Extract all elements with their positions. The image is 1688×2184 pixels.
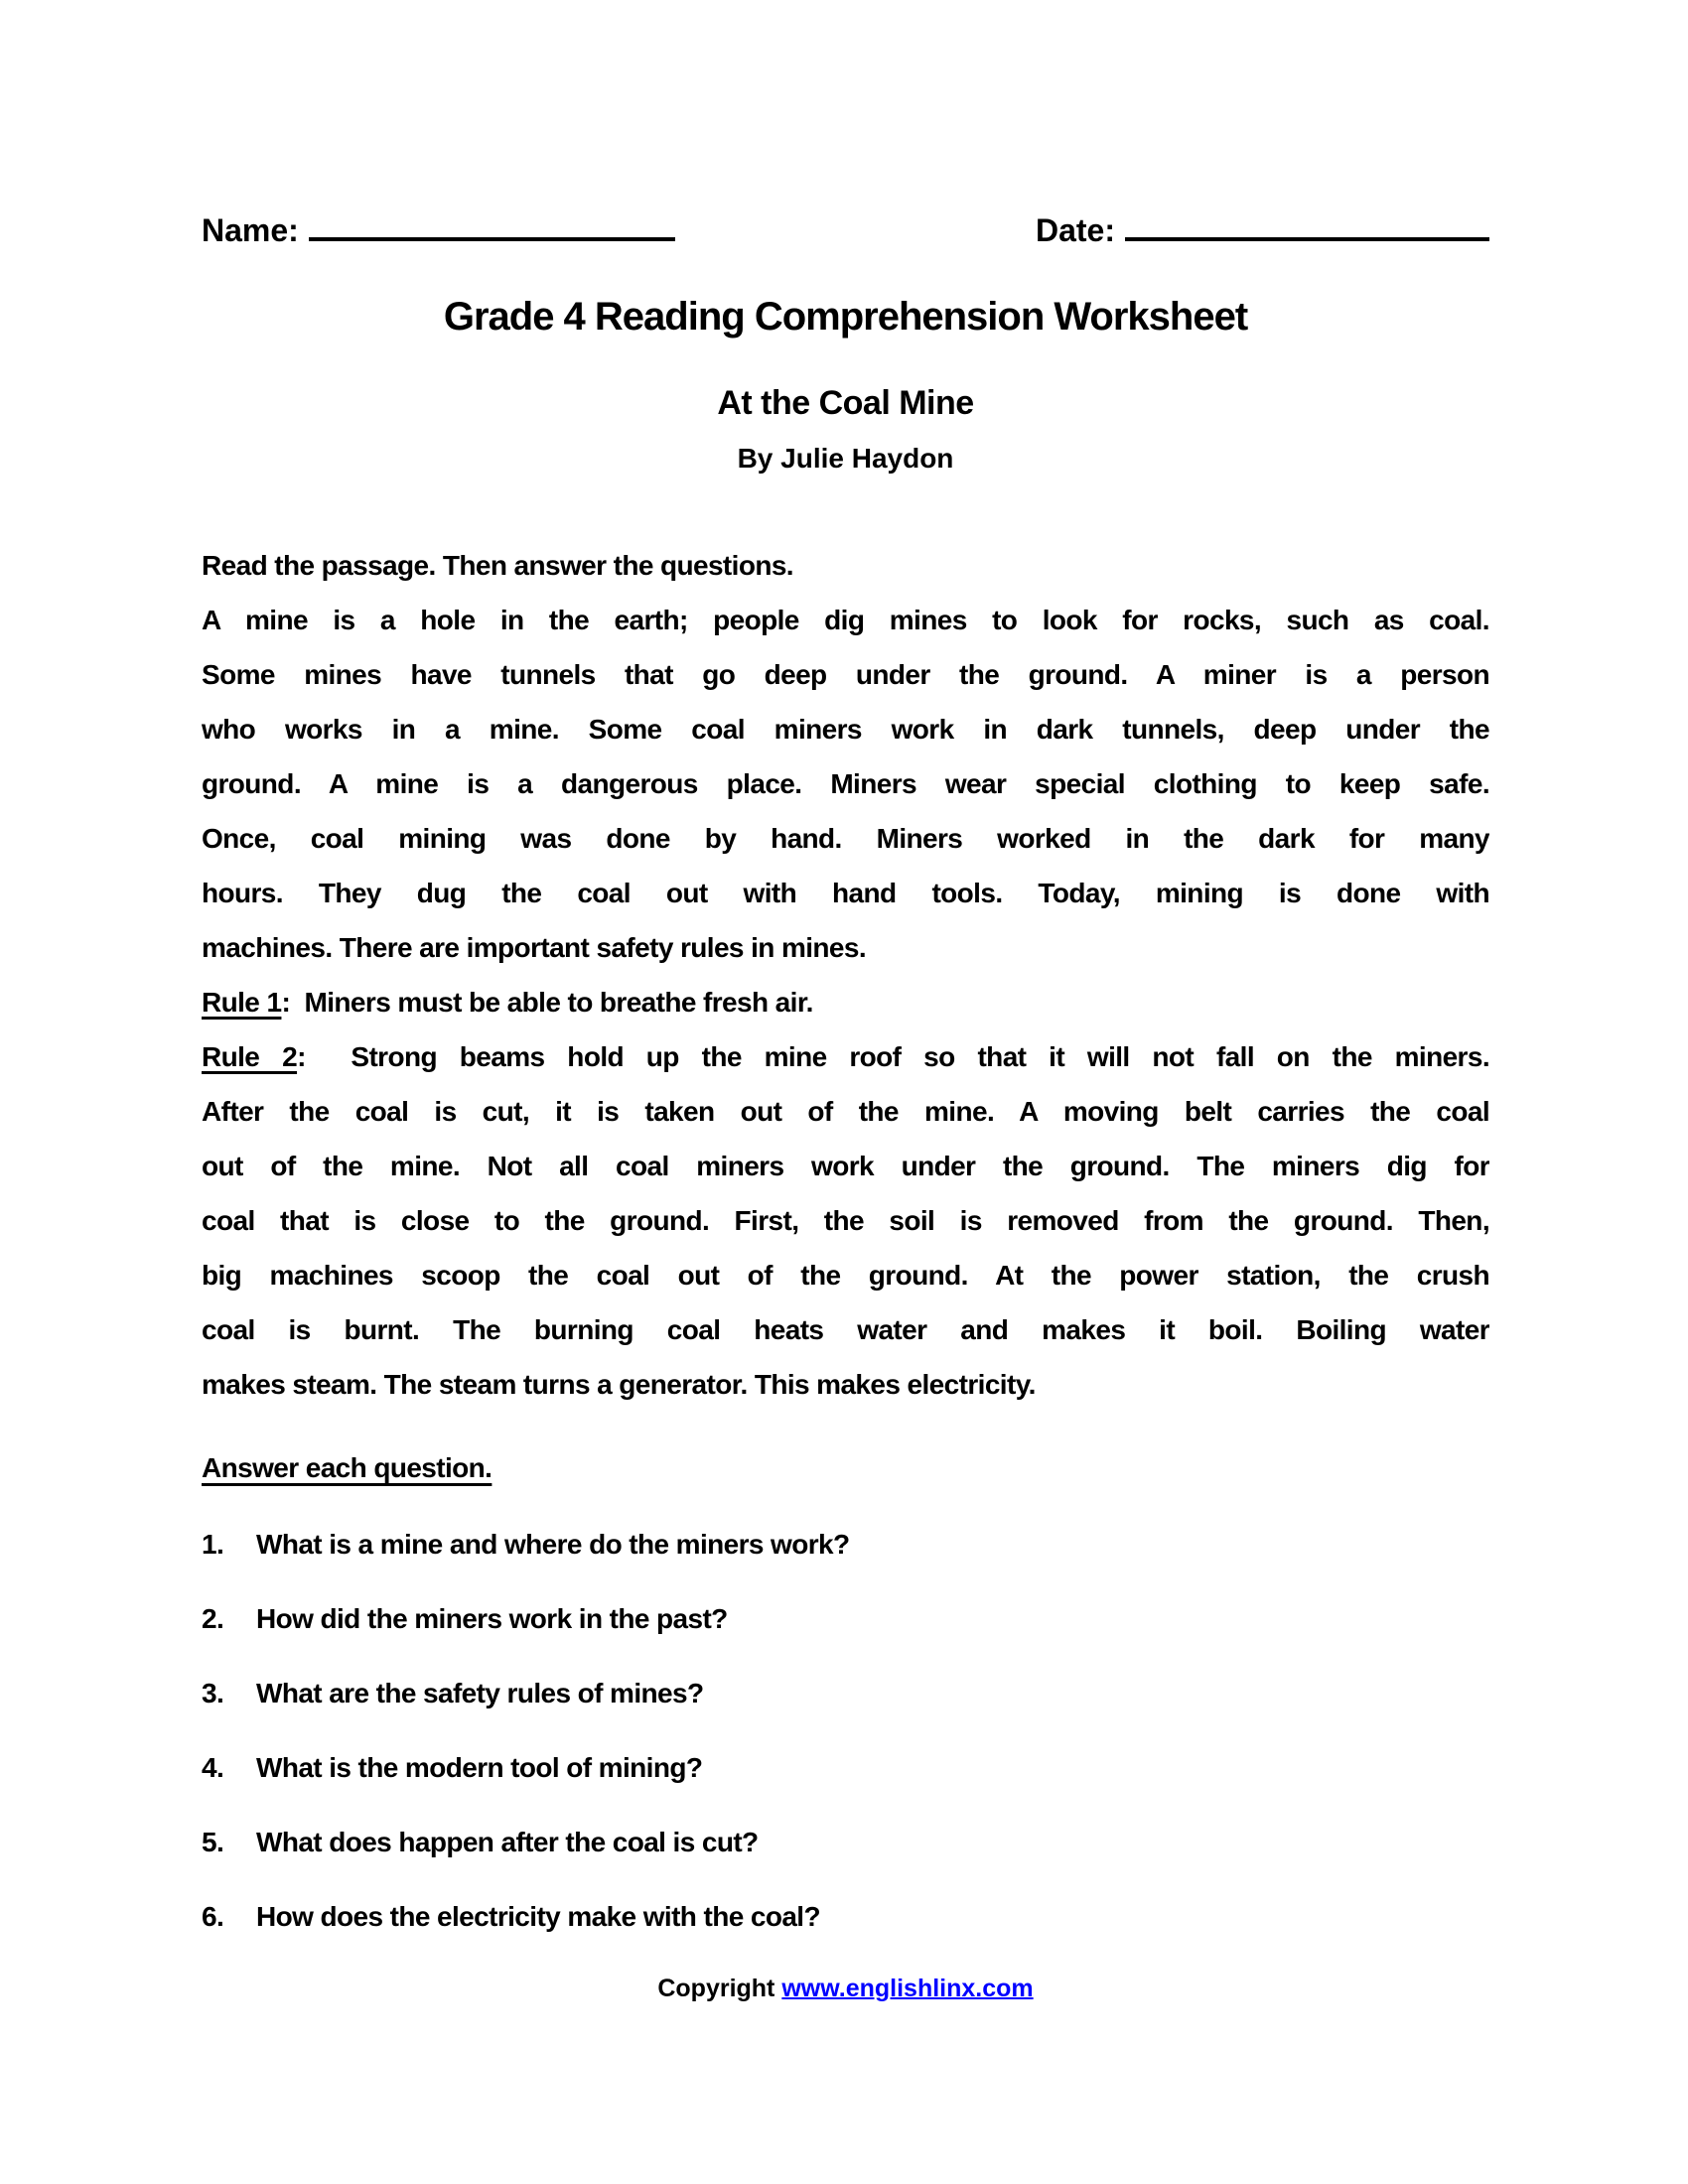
- passage-line: big machines scoop the coal out of the ground. At the power station, the crush: [202, 1260, 1489, 1291]
- name-label: Name:: [202, 212, 299, 248]
- passage-line: out of the mine. Not all coal miners work under the ground. The miners dig for: [202, 1151, 1489, 1181]
- question-text: What is a mine and where do the miners work?: [256, 1529, 850, 1560]
- passage-line: who works in a mine. Some coal miners work in dark tunnels, deep under the: [202, 714, 1489, 745]
- copyright-label: Copyright: [657, 1975, 775, 2002]
- question-item: [202, 1600, 1489, 1637]
- passage-line: machines. There are important safety rules in mines.: [202, 932, 867, 963]
- name-field: [202, 204, 675, 250]
- passage-line: Rule 2: Strong beams hold up the mine roof so that it will not fall on the miners.: [202, 1041, 1489, 1072]
- question-item: [202, 1898, 1489, 1935]
- passage-line: ground. A mine is a dangerous place. Miners wear special clothing to keep safe.: [202, 768, 1489, 799]
- passage-line: coal is burnt. The burning coal heats water and makes it boil. Boiling water: [202, 1314, 1489, 1345]
- name-blank-line[interactable]: [309, 204, 675, 241]
- rule-label: Rule 1: [202, 987, 282, 1018]
- question-text: How does the electricity make with the coal?: [256, 1901, 820, 1932]
- question-number: 4.: [202, 1752, 224, 1783]
- byline: By Julie Haydon: [737, 443, 954, 474]
- question-text: What are the safety rules of mines?: [256, 1678, 704, 1708]
- passage-line: Rule 1: Miners must be able to breathe fresh air.: [202, 987, 813, 1018]
- question-item: [202, 1824, 1489, 1860]
- date-label: Date:: [1035, 212, 1115, 248]
- question-item: [202, 1526, 1489, 1563]
- question-number: 2.: [202, 1603, 224, 1634]
- question-text: How did the miners work in the past?: [256, 1603, 728, 1634]
- name-date-row: [202, 204, 1489, 250]
- passage-line: Once, coal mining was done by hand. Miners worked in the dark for many: [202, 823, 1489, 854]
- copyright-link[interactable]: www.englishlinx.com: [781, 1975, 1034, 2002]
- question-number: 5.: [202, 1827, 224, 1857]
- answer-heading-wrap: [202, 1412, 1489, 1486]
- rule-label: Rule 2: [202, 1041, 298, 1072]
- passage-line: A mine is a hole in the earth; people dig mines to look for rocks, such as coal.: [202, 605, 1489, 635]
- question-list: [202, 1526, 1489, 1935]
- passage-line: coal that is close to the ground. First, the soil is removed from the ground. Then,: [202, 1205, 1489, 1236]
- question-text: What is the modern tool of mining?: [256, 1752, 703, 1783]
- passage-title: At the Coal Mine: [717, 384, 974, 422]
- instructions: Read the passage. Then answer the questions.: [202, 550, 793, 581]
- question-item: [202, 1749, 1489, 1786]
- page-title: Grade 4 Reading Comprehension Worksheet: [443, 295, 1248, 339]
- passage-line: Some mines have tunnels that go deep under the ground. A miner is a person: [202, 659, 1489, 690]
- date-field: [1036, 204, 1489, 250]
- question-text: What does happen after the coal is cut?: [256, 1827, 759, 1857]
- copyright-line: [202, 1973, 1489, 2004]
- passage-line: After the coal is cut, it is taken out of the mine. A moving belt carries the coal: [202, 1096, 1489, 1127]
- question-number: 1.: [202, 1529, 224, 1560]
- question-number: 6.: [202, 1901, 224, 1932]
- question-item: [202, 1675, 1489, 1711]
- passage: [202, 593, 1489, 1412]
- passage-line: hours. They dug the coal out with hand tools. Today, mining is done with: [202, 878, 1489, 908]
- passage-line: makes steam. The steam turns a generator. This makes electricity.: [202, 1369, 1036, 1400]
- question-number: 3.: [202, 1678, 224, 1708]
- date-blank-line[interactable]: [1125, 204, 1489, 241]
- answer-heading: Answer each question.: [202, 1452, 492, 1483]
